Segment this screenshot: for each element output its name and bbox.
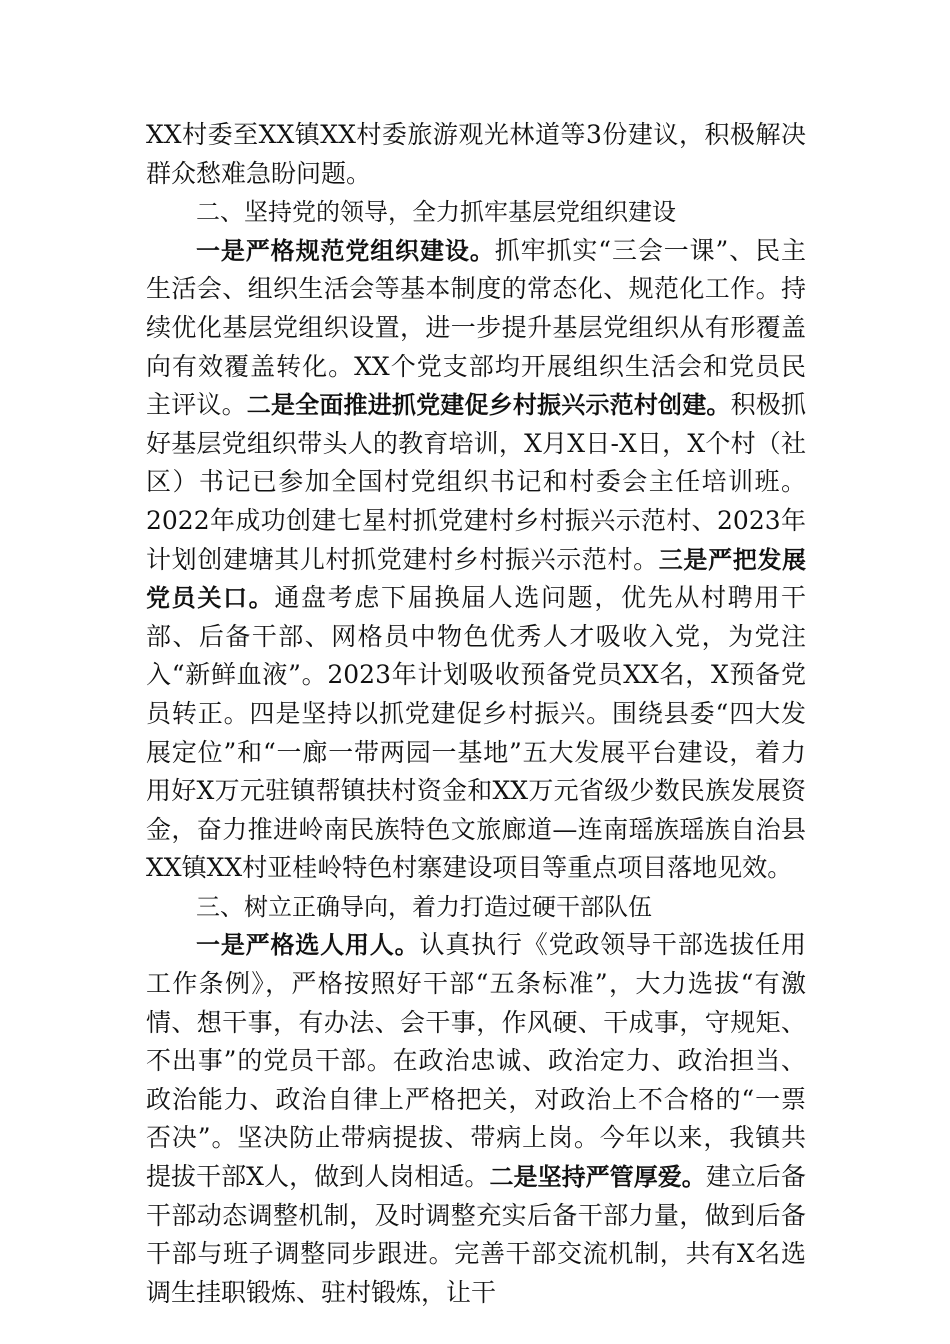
- bold-lead-2: 二是坚持严管厚爱。: [489, 1163, 706, 1192]
- paragraph-text: 认真执行《党政领导干部选拔任用工作条例》，严格按照好干部“五条标准”，大力选拔“有激情、想干事，有办法、会干事，作风硬、干成事，守规矩、不出事”的党员干部。在政治忠诚、政治定力、政治担当、政治能力、政治自律上严格把关，对政治上不合格的“一票否决”。坚决防止带病提拔、带病上岗。今年以来，我镇共提拔干部X人，做到人岗相适。: [146, 930, 806, 1192]
- bold-lead-2: 二是全面推进抓党建促乡村振兴示范村创建。: [246, 391, 731, 420]
- paragraph-text: 积极抓好基层党组织带头人的教育培训，X月X日-X日，X个村（社区）书记已参加全国村党组织书记和村委会主任培训班。2022年成功创建七星村抓党建村乡村振兴示范村、2023年计划创建塘其儿村抓党建村乡村振兴示范村。: [146, 390, 806, 574]
- document-body: [146, 116, 806, 1312]
- section-heading-2: 二、坚持党的领导，全力抓牢基层党组织建设: [196, 198, 676, 227]
- bold-lead-3: 三是严把发展党员关口。: [146, 545, 806, 613]
- paragraph-text: 通盘考虑下届换届人选问题，优先从村聘用干部、后备干部、网格员中物色优秀人才吸收入党，为党注入“新鲜血液”。2023年计划吸收预备党员XX名，X预备党员转正。四是坚持以抓党建促乡村振兴。围绕县委“四大发展定位”和“一廊一带两园一基地”五大发展平台建设，着力用好X万元驻镇帮镇扶村资金和XX万元省级少数民族发展资金，奋力推进岭南民族特色文旅廊道—连南瑶族瑶族自治县XX镇XX村亚桂岭特色村寨建设项目等重点项目落地见效。: [146, 583, 806, 883]
- paragraph-continuation: [146, 116, 806, 193]
- bold-lead-1: 一是严格选人用人。: [196, 931, 420, 960]
- paragraph-text: 建立后备干部动态调整机制，及时调整充实后备干部力量，做到后备干部与班子调整同步跟进。完善干部交流机制，共有X名选调生挂职锻炼、驻村锻炼，让干: [146, 1162, 806, 1307]
- paragraph-text: XX村委至XX镇XX村委旅游观光林道等3份建议，积极解决群众愁难急盼问题。: [146, 120, 806, 188]
- paragraph-party-organization: [146, 232, 806, 888]
- paragraph-cadre-team: [146, 926, 806, 1312]
- section-heading-3: 三、树立正确导向，着力打造过硬干部队伍: [196, 892, 652, 921]
- bold-lead-1: 一是严格规范党组织建设。: [196, 236, 495, 265]
- paragraph-text: 抓牢抓实“三会一课”、民主生活会、组织生活会等基本制度的常态化、规范化工作。持续优化基层党组织设置，进一步提升基层党组织从有形覆盖向有效覆盖转化。XX个党支部均开展组织生活会和党员民主评议。: [146, 235, 806, 420]
